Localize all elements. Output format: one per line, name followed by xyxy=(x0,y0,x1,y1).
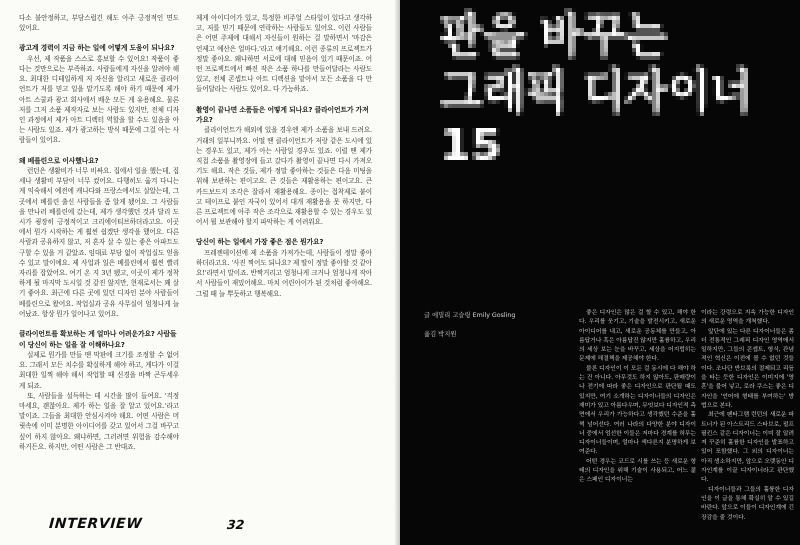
credits-block xyxy=(424,306,564,344)
translator-credit: 옮김 박지원 xyxy=(424,331,457,338)
body-paragraph: 런던은 생활비가 너무 비싸요. 집에서 일을 했는데, 집세나 생활비 부담이 너무 컸어요. 다행히도 옮겨 다니는 게 익숙해서 예전에 캐나다와 프랑스에서도 살았는데, 그곳에서 베를린 출신 사람들을 좀 알게 됐어요. 그 사람들을 만나러 베를린에 갔는데, 제가 생각했던 것과 달리 도시가 굉장히 긍정적이고 크리에이티브하더라고요. 이곳에서 뭔가 시작하는 게 훨씬 쉽겠단 생각을 했어요. 다른 사람과 공유하지 않고, 저 혼자 살 수 있는 좋은 아파트도 구할 수 있을 거 같았죠. 임대료 부담 없이 작업실도 얻을 수 있고 말이에요. 제 사업과 일은 베를린에서 훨씬 빨리 자리를 잡았어요. 여기 온 지 3년 됐고, 이곳이 제가 정착하게 될 마지막 도시일 것 같진 않지만, 현재로서는 꽤 살기 좋아요. 최근에 다른 곳에 있던 디자인 분야 사람들이 베를린으로 왔어요. 작업실과 공유 사무실이 엄청나게 늘어났죠. 항상 뭔가 일어나고 있어요. xyxy=(19,167,179,318)
section-label: INTERVIEW xyxy=(48,516,143,532)
question-heading: 광고계 경력이 지금 하는 일에 어떻게 도움이 되나요? xyxy=(19,44,175,53)
pixel-title-canvas xyxy=(400,0,800,240)
body-paragraph: 어떤 경우는 코드로 시를 쓰는 등 새로운 형태의 디자인을 위해 기술이 사용되고, 어느 젊은 스페인 디자이너는 xyxy=(579,458,696,484)
body-paragraph: 프레젠테이션에 제 소품을 가져가는데, 사람들이 정말 좋아하더라고요. '사진 찍어도 되나요? 제 딸이 정말 좋아할 것 같아요!'라면서 말이죠. 반짝거리고 엄청나게 크거나 엄청나게 작아서 사람들이 재밌어해요. 마치 어린아이가 된 것처럼 좋아해요. 그럴 때 늘 뿌듯하고 행복해요. xyxy=(196,248,372,298)
body-paragraph: 좋은 디자인은 많은 걸 할 수 있고, 해야 한다. 우리를 웃기고, 기술을 발전시키고, 새로운 아이디어를 내고, 새로운 공동체를 만들고, 아름답거나 혹은 아름답진 않지만 훌륭하고, 우리의 세상 보는 눈을 바꾸고, 세상을 어지럽히는 문제에 해결책을 제공해야 한다. xyxy=(579,310,696,363)
body-paragraph: 앞단에 있는 다른 디자이너들은 좀 더 전통적인 그래픽 디자인 영역에서 일하지만, 그들의 콘셉트, 형식, 관념적인 혁신은 이전에 볼 수 없던 것들이다. 조나단 반브룩의 절제되고 리듬을 타는 듯한 디자인은 이미지에 '영혼'을 불어 넣고, 로라 쿠스는 좋은 디자인을 '언어에 형태를 부여하는' 방법으로 본다. xyxy=(701,328,794,409)
body-paragraph: 또, 사람들을 설득하는 데 시간을 많이 들여요. '걱정 마세요, 괜찮아요. 제가 하는 일을 잘 알고 있어요.'라고 말이죠. 그들을 최대한 안심시켜야 해요. 어떤 사람은 머릿속에 이미 분명한 아이디어를 갖고 있어서 그걸 바꾸고 싶어 하지 않아요. 왜냐하면, 그러려면 위험을 감수해야 하거든요. 하지만, 어떤 사람은 그 반대죠. xyxy=(19,391,179,451)
body-paragraph: 이라는 강령으로 지속 가능한 디자인의 새로운 영역을 개척했다. xyxy=(701,310,794,326)
question-heading: 당신이 하는 일에서 가장 좋은 점은 뭔가요? xyxy=(196,238,324,247)
body-paragraph: 최근에 펜타그램 런던의 새로운 파트너가 된 아스트리드 스타브로, 펄프 필킨스 같은 디자이너는 이미 잘 알려져 꾸준히 훌륭한 디자인을 발표하고 있어 포함했다. 그 외의 디자이너는 아직 생소하지만, 앞으로 오랫동안 디자인계를 이끌 디자이너라고 판단했다. xyxy=(701,412,794,484)
question-heading: 왜 베를린으로 이사했나요? xyxy=(19,156,99,165)
body-paragraph: 물론 디자인이 이 모든 걸 동시에 다 해야 하는 건 아니다. 아무것도 하지 않아도, 판매량이나 전기에 따라 좋은 디자인으로 판단될 때도 있지만, 여기 소개하는 디자이너들의 디자인은 재미가 있고 아름다우며, 무엇보다 디자인적 측면에서 우리가 가능하다고 생각했던 수준을 훌쩍 넘어선다. 여러 나라의 다양한 분야 디자이너 중에서 엄선한 이들은 저마다 경계를 허무는 디자이너들이며, 얼마나 색다른지 분명하게 보여준다. xyxy=(579,365,696,456)
body-paragraph: 제게 아이디어가 있고, 특정한 비주얼 스타일이 있다고 생각하고, 저를 믿기 때문에 연락하는 사람들도 있어요. 이런 사람들은 어떤 주제에 대해서 자신들이 원하는 걸 말하면서 '마감은 언제고 예산은 얼마다.'라고 얘기해요. 이런 종류의 프로젝트가 정말 좋아요. 왜냐하면 서로에 대해 믿음이 있기 때문이죠. 어떤 프로젝트에서 빠진 작은 소품 하나를 만들어달라는 사람도 있고, 전체 콘셉트나 아트 디렉션을 맡아서 모든 소품을 다 만들어달라는 사람도 있어요. 다 가능하죠. xyxy=(196,14,372,94)
question-heading: 클라이언트를 확보하는 게 얼마나 어려운가요? 사람들이 당신이 하는 일을 잘 이해하나요? xyxy=(19,330,177,349)
body-paragraph: 실제로 뭔가를 만들 땐 막판에 크기를 조정할 수 없어요. 그래서 모든 치수를 확실하게 해야 하고, 게다가 이걸 최대한 일찍 해야 해서 작업할 때 신경을 바짝 곤두세우게 되죠. xyxy=(19,350,179,390)
right-page xyxy=(400,0,800,545)
body-paragraph: 디자이너들과 그들의 훌륭한 디자인을 이 글을 통해 확실히 알 수 있길 바란다. 앞으로 이들이 디자인계에 긴장감을 줄 것이다. xyxy=(701,486,794,521)
body-paragraph: 클라이언트가 해외에 있을 경우엔 제가 소품을 보내 드려요. 거래의 일부니까요. 어떨 땐 클라이언트가 저랑 같은 도시에 있는 경우도 있고, 제가 아는 사람일 경우도 있죠. 이럴 땐 제가 직접 소품을 촬영장에 들고 갔다가 촬영이 끝나면 다시 가져오기도 해요. 작은 것들, 제가 정말 좋아하는 것들은 다음 미팅을 위해 보관하는 편이고요. 큰 것들은 재활용하는 편이고요. 큰 카드보드지 조각은 잘라서 재활용해요. 종이는 접착제로 붙이고 테이프로 붙인 자국이 있어서 대개 재활용을 못 하지만, 다른 프로젝트에 아주 작은 조각으로 재활용할 수 있는 경우도 있어서 뭘 보관해야 할지 파악하는 게 어려워요. xyxy=(196,126,372,227)
intro-column-2 xyxy=(701,309,794,545)
body-paragraph: 우선, 제 작품을 스스로 홍보할 수 있어요! 작품이 좋다는 것만으로는 부족하죠. 사람들에게 자신을 알려야 해요. 최대한 디테일하게 저 자신을 알리고 새로운 클라이언트가 저를 믿고 일을 맡기도록 해야 하기 때문에 제가 아트 스쿨과 광고 회사에서 배운 모든 게 유용해요. 물론 저를 그저 소품 제작자로 보는 사람도 있지만, 전체 디자인 과정에서 제가 아트 디렉터 역할을 할 수도 있음을 아는 사람도 있죠. 제가 광고하는 방식 때문에 그걸 아는 사람들이 있어요. xyxy=(19,54,179,145)
text-column-1 xyxy=(19,13,179,452)
text-column-2 xyxy=(196,13,372,299)
intro-column-1 xyxy=(579,309,696,545)
body-paragraph: 다소 불안정하고, 부담스럽긴 해도 아주 긍정적인 면도 있어요. xyxy=(19,14,179,33)
author-credit: 글 에밀리 고슬링 Emily Gosling xyxy=(424,312,516,319)
page-number: 32 xyxy=(226,517,245,532)
question-heading: 촬영이 끝나면 소품들은 어떻게 되나요? 클라이언트가 가져가요? xyxy=(196,105,369,125)
